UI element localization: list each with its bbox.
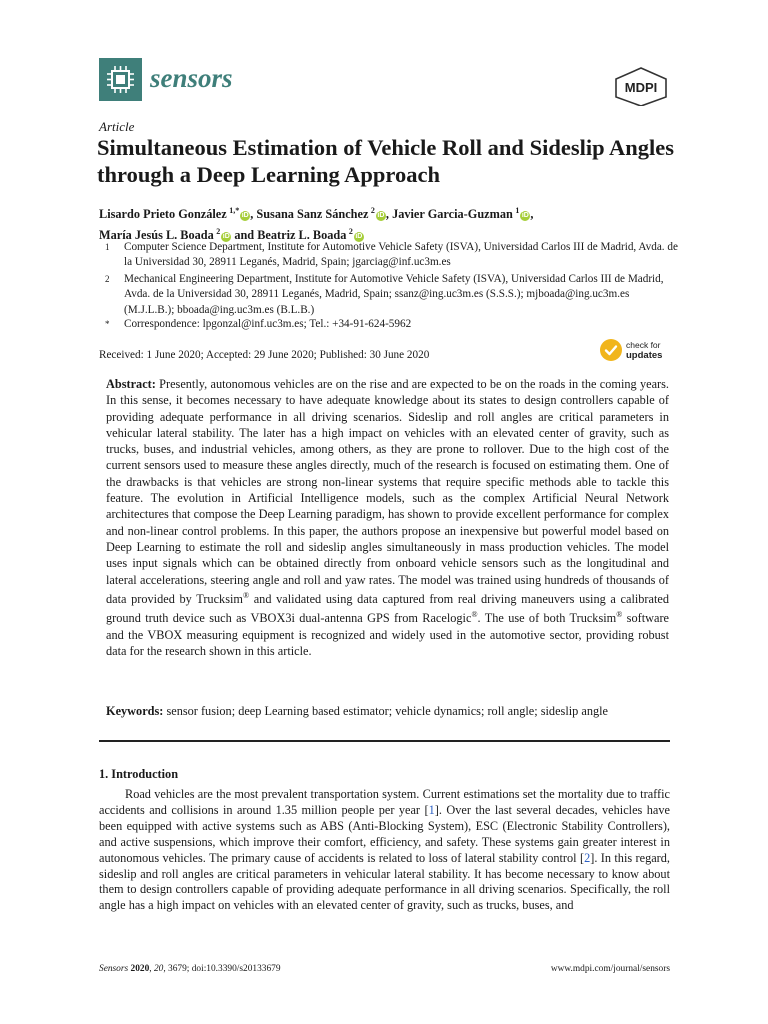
mdpi-hexagon-icon	[612, 66, 670, 106]
author-affiliation-mark: 1	[515, 206, 520, 215]
intro-text-2: ]. Over the last several decades, vehicles have been equipped with active systems such as ABS (Anti-Blocking System), ESC (Electronic Stability Controllers), and active suspensions, which improve their comfort, efficiency, and safety. These systems gain greater interest in autonomous vehicles. The primary cause of accidents is related to loss of lateral stability control [	[99, 802, 670, 865]
abstract-text-1: Presently, autonomous vehicles are on the rise and are expected to be on the roads in the coming years. In this sense, it becomes necessary to have adequate knowledge about its states to design controllers capable of providing adequate performance in all driving scenarios. Sideslip and roll angles are critical parameters in vehicular lateral stability. The later has a high impact on vehicles with an elevated center of gravity, such as trucks, buses, and industrial vehicles, among others, as they are prone to rollover. Due to the high cost of the current sensors used to measure these angles directly, much of the research is focused on estimating them. One of the drawbacks is that vehicles are strong non-linear systems that require specific methods able to tackle this feature. The evolution in Artificial Intelligence models, such as the complex Artificial Neural Network architectures that compose the Deep Learning paradigm, has shown to provide excellent performance for complex and non-linear control problems. In this paper, the authors propose an inexpensive but powerful model based on Deep Learning to estimate the roll and sideslip angles simultaneously in mass production vehicles. The model uses input signals which can be obtained directly from onboard vehicle sensors such as the longitudinal and lateral accelerations, steering angle and roll and yaw rates. The model was trained using hundreds of thousands of data provided by Trucksim	[106, 377, 669, 606]
affiliation-text: Correspondence: lpgonzal@inf.uc3m.es; Tel.: +34-91-624-5962	[124, 318, 412, 330]
registered-mark: ®	[616, 610, 623, 620]
check-for-updates-label	[626, 340, 662, 361]
check-line-1: check for	[626, 340, 661, 350]
orcid-icon[interactable]: iD	[222, 233, 230, 241]
affiliation-number: 1	[105, 242, 110, 252]
abstract-text-3: . The use of both Trucksim	[477, 611, 617, 626]
publication-dates: Received: 1 June 2020; Accepted: 29 June 2020; Published: 30 June 2020	[99, 349, 430, 361]
journal-name: sensors	[150, 63, 233, 93]
footer-journal: Sensors	[99, 964, 129, 974]
orcid-icon[interactable]: iD	[355, 233, 363, 241]
author-affiliation-mark: 2	[370, 206, 375, 215]
author-name[interactable]: Susana Sanz Sánchez	[256, 207, 369, 222]
abstract-text-2: and validated using data captured from real driving maneuvers using a calibrated ground truth device such as VBOX3i dual-antenna GPS from Racelogic	[106, 591, 670, 626]
chip-icon	[99, 58, 142, 101]
affiliation-number: *	[105, 319, 110, 329]
author-affiliation-mark: 1,*	[229, 206, 240, 215]
footer-citation: Sensors 2020, 20, 3679; doi:10.3390/s20133679	[99, 964, 281, 974]
section-divider	[99, 740, 670, 742]
checkmark-icon	[600, 339, 622, 361]
citation-link[interactable]: 1	[428, 802, 435, 817]
keywords-text: sensor fusion; deep Learning based estimator; vehicle dynamics; roll angle; sideslip angle	[163, 704, 609, 718]
author-separator: ,	[530, 207, 534, 222]
author-name[interactable]: Javier Garcia-Guzman	[392, 207, 513, 222]
orcid-icon[interactable]: iD	[377, 212, 385, 220]
mdpi-logo-text: MDPI	[624, 80, 658, 95]
journal-logo	[99, 58, 142, 101]
intro-text-1: Road vehicles are the most prevalent transportation system. Current estimations set the mortality due to traffic accidents and collisions in around 1.35 million people per year [	[99, 787, 670, 817]
paper-title: Simultaneous Estimation of Vehicle Roll and Sideslip Angles through a Deep Learning Approach	[97, 135, 674, 187]
affiliation-number: 2	[105, 274, 110, 284]
affiliation-text: Mechanical Engineering Department, Institute for Automotive Vehicle Safety (ISVA), Universidad Carlos III de Madrid, Avda. de la Universidad 30, 28911 Leganés, Madrid, Spain; ssanz@ing.uc3m.es (S.S.S.); mjboada@ing.uc3m.es (M.J.L.B.); bboada@ing.uc3m.es (B.L.B.)	[124, 273, 664, 316]
author-affiliation-mark: 2	[348, 227, 353, 237]
check-line-2: updates	[626, 350, 663, 361]
footer-volume: 20	[153, 964, 164, 974]
article-type: Article	[99, 119, 135, 134]
keywords	[106, 703, 669, 719]
section-heading: 1. Introduction	[99, 767, 179, 781]
mdpi-logo[interactable]	[612, 66, 670, 106]
orcid-icon[interactable]: iD	[521, 212, 529, 220]
footer-year: 2020	[130, 964, 150, 974]
author-name[interactable]: María Jesús L. Boada	[99, 228, 214, 243]
abstract-label: Abstract:	[106, 377, 156, 391]
affiliation-text: Computer Science Department, Institute for Automotive Vehicle Safety (ISVA), Universidad Carlos III de Madrid, Avda. de la Universidad 30, 28911 Leganés, Madrid, Spain; jgarciag@inf.uc3m.es	[124, 241, 678, 269]
abstract	[106, 376, 669, 659]
introduction-paragraph	[99, 787, 670, 914]
footer-doi[interactable]: , 3679; doi:10.3390/s20133679	[163, 964, 281, 974]
registered-mark: ®	[471, 610, 478, 620]
author-list	[99, 202, 699, 244]
abstract-text-4: software and the VBOX measuring equipment is recognized and widely used in the automotive sector, providing robust data for the research shown in this article.	[106, 611, 670, 658]
author-name[interactable]: Beatriz L. Boada	[257, 228, 347, 243]
check-for-updates-badge[interactable]	[600, 339, 675, 363]
intro-text-3: ]. In this regard, sideslip and roll angles are critical parameters in vehicular lateral stability. It has become necessary to know about them to design controllers capable of providing adequate performance in all driving scenarios. Specifically, the roll angle has a high impact on vehicles with an elevated center of gravity, such as trucks, buses, and	[99, 850, 670, 913]
registered-mark: ®	[242, 590, 250, 600]
orcid-icon[interactable]: iD	[241, 212, 249, 220]
author-name[interactable]: Lisardo Prieto González	[99, 207, 227, 222]
author-affiliation-mark: 2	[216, 227, 221, 237]
citation-link[interactable]: 2	[584, 850, 591, 865]
keywords-label: Keywords:	[106, 704, 164, 718]
author-separator: ,	[250, 207, 257, 222]
footer-url[interactable]: www.mdpi.com/journal/sensors	[550, 964, 670, 974]
author-separator: ,	[385, 207, 393, 222]
author-separator: and	[231, 228, 258, 243]
